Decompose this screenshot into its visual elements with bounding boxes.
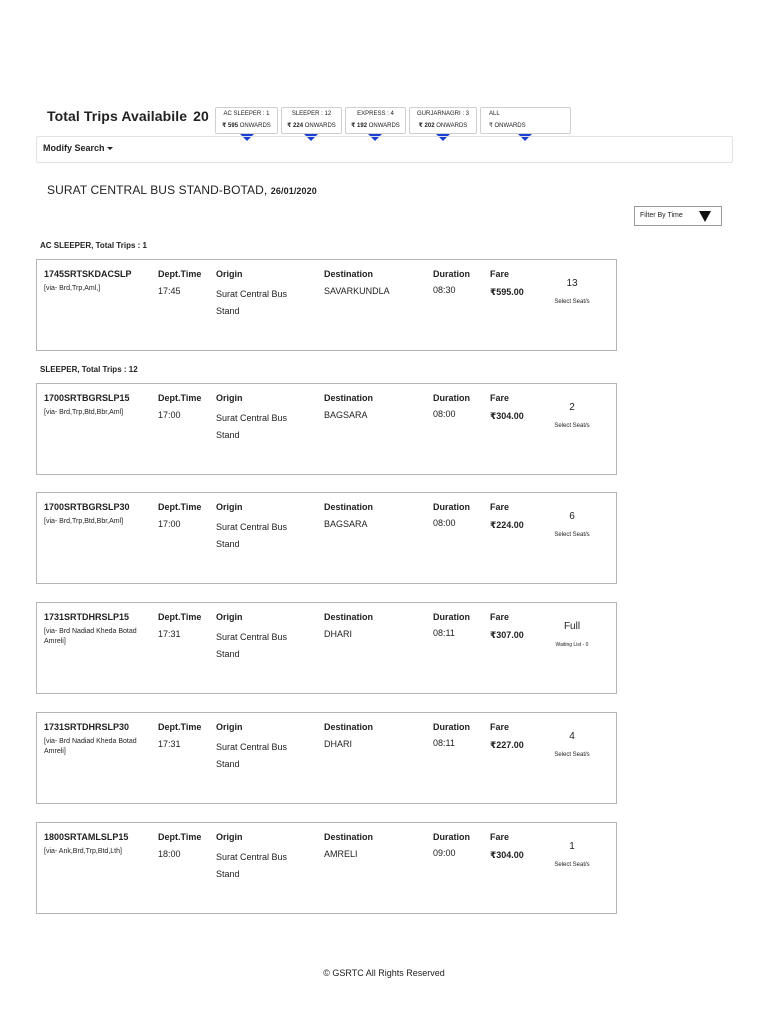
dept-time-value: 17:45 bbox=[158, 286, 181, 296]
trip-via: [via- Brd,Trp,Btd,Bbr,Aml] bbox=[44, 409, 124, 416]
section-title-sleeper: SLEEPER, Total Trips : 12 bbox=[40, 365, 138, 374]
origin-value: Surat Central Bus Stand bbox=[216, 413, 288, 440]
origin-header: Origin bbox=[216, 393, 243, 403]
destination-header: Destination bbox=[324, 612, 374, 622]
fare-header: Fare bbox=[490, 722, 510, 732]
destination-header: Destination bbox=[324, 393, 374, 403]
tab-sleeper[interactable] bbox=[281, 107, 342, 134]
tab-price: ₹ 595 ONWARDS bbox=[222, 123, 271, 129]
tab-label: SLEEPER : 12 bbox=[291, 111, 332, 117]
destination-value: DHARI bbox=[324, 629, 353, 639]
destination-value: BAGSARA bbox=[324, 519, 368, 529]
origin-header: Origin bbox=[216, 722, 243, 732]
fare-value: ₹304.00 bbox=[490, 411, 524, 421]
filter-by-time-dropdown[interactable] bbox=[634, 206, 722, 226]
fare-header: Fare bbox=[490, 612, 510, 622]
footer-copyright: © GSRTC All Rights Reserved bbox=[323, 968, 445, 978]
caret-down-icon bbox=[107, 147, 113, 150]
seats-available: 2 bbox=[569, 402, 575, 413]
modify-search-label: Modify Search bbox=[43, 143, 105, 153]
dept-time-header: Dept.Time bbox=[158, 393, 202, 403]
destination-header: Destination bbox=[324, 832, 374, 842]
tab-price: ₹ 202 ONWARDS bbox=[418, 123, 468, 129]
filter-label: Filter By Time bbox=[640, 212, 683, 219]
tab-price: ₹ ONWARDS bbox=[489, 123, 526, 129]
select-seats-link[interactable]: Select Seat/s bbox=[554, 299, 590, 305]
origin-header: Origin bbox=[216, 269, 243, 279]
dept-time-header: Dept.Time bbox=[158, 502, 202, 512]
route-heading bbox=[47, 183, 317, 197]
select-seats-link[interactable]: Select Seat/s bbox=[554, 423, 590, 429]
trip-card bbox=[36, 712, 617, 804]
origin-header: Origin bbox=[216, 832, 243, 842]
dept-time-value: 17:31 bbox=[158, 739, 181, 749]
dept-time-header: Dept.Time bbox=[158, 832, 202, 842]
trip-code: 1731SRTDHRSLP30 bbox=[44, 722, 130, 732]
duration-value: 08:11 bbox=[433, 738, 455, 748]
tab-label: GURJARNAGRI : 3 bbox=[416, 111, 469, 117]
origin-value: Surat Central Bus Stand bbox=[216, 742, 288, 769]
trip-code: 1800SRTAMLSLP15 bbox=[44, 832, 129, 842]
tab-label: EXPRESS : 4 bbox=[357, 111, 394, 117]
trip-code: 1745SRTSKDACSLP bbox=[44, 269, 132, 279]
select-seats-link[interactable]: Select Seat/s bbox=[554, 862, 590, 868]
trip-card bbox=[36, 602, 617, 694]
seats-available: 13 bbox=[566, 278, 578, 289]
trip-via: [via- Brd Nadiad Kheda Botad Amreli] bbox=[44, 738, 137, 755]
dept-time-value: 17:31 bbox=[158, 629, 181, 639]
fare-header: Fare bbox=[490, 502, 510, 512]
duration-header: Duration bbox=[433, 722, 470, 732]
select-seats-link[interactable]: Select Seat/s bbox=[554, 532, 590, 538]
duration-value: 08:00 bbox=[433, 518, 456, 528]
seats-available: 1 bbox=[569, 841, 575, 852]
trip-card bbox=[36, 822, 617, 914]
total-trips-title bbox=[47, 108, 209, 124]
total-trips-label: Total Trips Availabile bbox=[47, 108, 188, 124]
tab-gurjarnagri[interactable] bbox=[409, 107, 477, 134]
seats-status: Full bbox=[563, 621, 581, 632]
duration-value: 09:00 bbox=[433, 848, 456, 858]
duration-header: Duration bbox=[433, 269, 470, 279]
duration-value: 08:11 bbox=[433, 628, 455, 638]
tab-price: ₹ 224 ONWARDS bbox=[287, 123, 336, 129]
duration-value: 08:30 bbox=[433, 285, 456, 295]
seats-available: 6 bbox=[569, 511, 575, 522]
fare-header: Fare bbox=[490, 832, 510, 842]
trip-code: 1731SRTDHRSLP15 bbox=[44, 612, 130, 622]
trip-code: 1700SRTBGRSLP15 bbox=[44, 393, 130, 403]
dept-time-value: 17:00 bbox=[158, 410, 181, 420]
trip-code: 1700SRTBGRSLP30 bbox=[44, 502, 130, 512]
fare-value: ₹304.00 bbox=[490, 850, 524, 860]
destination-header: Destination bbox=[324, 502, 374, 512]
modify-search-bar bbox=[36, 136, 733, 163]
fare-value: ₹227.00 bbox=[490, 740, 524, 750]
destination-value: AMRELI bbox=[324, 849, 358, 859]
duration-header: Duration bbox=[433, 393, 470, 403]
trip-via: [via- Brd,Trp,Aml,] bbox=[44, 285, 101, 292]
origin-value: Surat Central Bus Stand bbox=[216, 632, 288, 659]
section-title-ac-sleeper: AC SLEEPER, Total Trips : 1 bbox=[40, 241, 147, 250]
modify-search-button[interactable] bbox=[43, 143, 113, 153]
total-trips-count: 20 bbox=[193, 108, 209, 124]
dept-time-header: Dept.Time bbox=[158, 612, 202, 622]
origin-value: Surat Central Bus Stand bbox=[216, 522, 288, 549]
origin-value: Surat Central Bus Stand bbox=[216, 852, 288, 879]
destination-value: SAVARKUNDLA bbox=[324, 286, 390, 296]
duration-header: Duration bbox=[433, 612, 470, 622]
trip-card bbox=[36, 492, 617, 584]
duration-header: Duration bbox=[433, 502, 470, 512]
destination-header: Destination bbox=[324, 269, 374, 279]
dept-time-header: Dept.Time bbox=[158, 269, 202, 279]
duration-value: 08:00 bbox=[433, 409, 456, 419]
tab-price: ₹ 192 ONWARDS bbox=[351, 123, 400, 129]
tab-label: ALL bbox=[489, 111, 500, 117]
origin-value: Surat Central Bus Stand bbox=[216, 289, 288, 316]
fare-value: ₹224.00 bbox=[490, 520, 524, 530]
waiting-list-link[interactable]: Waiting List - 0 bbox=[555, 642, 589, 648]
triangle-down-icon bbox=[699, 211, 711, 222]
tab-ac-sleeper[interactable] bbox=[215, 107, 278, 134]
select-seats-link[interactable]: Select Seat/s bbox=[554, 752, 590, 758]
dept-time-value: 18:00 bbox=[158, 849, 181, 859]
tab-label: AC SLEEPER : 1 bbox=[223, 111, 270, 117]
fare-header: Fare bbox=[490, 393, 510, 403]
destination-value: BAGSARA bbox=[324, 410, 368, 420]
tab-express[interactable] bbox=[345, 107, 406, 134]
fare-value: ₹307.00 bbox=[490, 630, 524, 640]
fare-value: ₹595.00 bbox=[490, 287, 524, 297]
trip-card bbox=[36, 383, 617, 475]
trip-via: [via- Ank,Brd,Trp,Btd,Lth] bbox=[44, 848, 122, 855]
trip-card bbox=[36, 259, 617, 351]
tab-all[interactable] bbox=[480, 107, 571, 134]
trip-via: [via- Brd Nadiad Kheda Botad Amreli] bbox=[44, 628, 137, 645]
dept-time-value: 17:00 bbox=[158, 519, 181, 529]
origin-header: Origin bbox=[216, 612, 243, 622]
origin-header: Origin bbox=[216, 502, 243, 512]
duration-header: Duration bbox=[433, 832, 470, 842]
trip-via: [via- Brd,Trp,Btd,Bbr,Aml] bbox=[44, 518, 124, 525]
fare-header: Fare bbox=[490, 269, 510, 279]
route-date: 26/01/2020 bbox=[270, 186, 317, 196]
destination-value: DHARI bbox=[324, 739, 353, 749]
route-name: SURAT CENTRAL BUS STAND-BOTAD, bbox=[47, 183, 268, 197]
destination-header: Destination bbox=[324, 722, 374, 732]
dept-time-header: Dept.Time bbox=[158, 722, 202, 732]
seats-available: 4 bbox=[569, 731, 575, 742]
